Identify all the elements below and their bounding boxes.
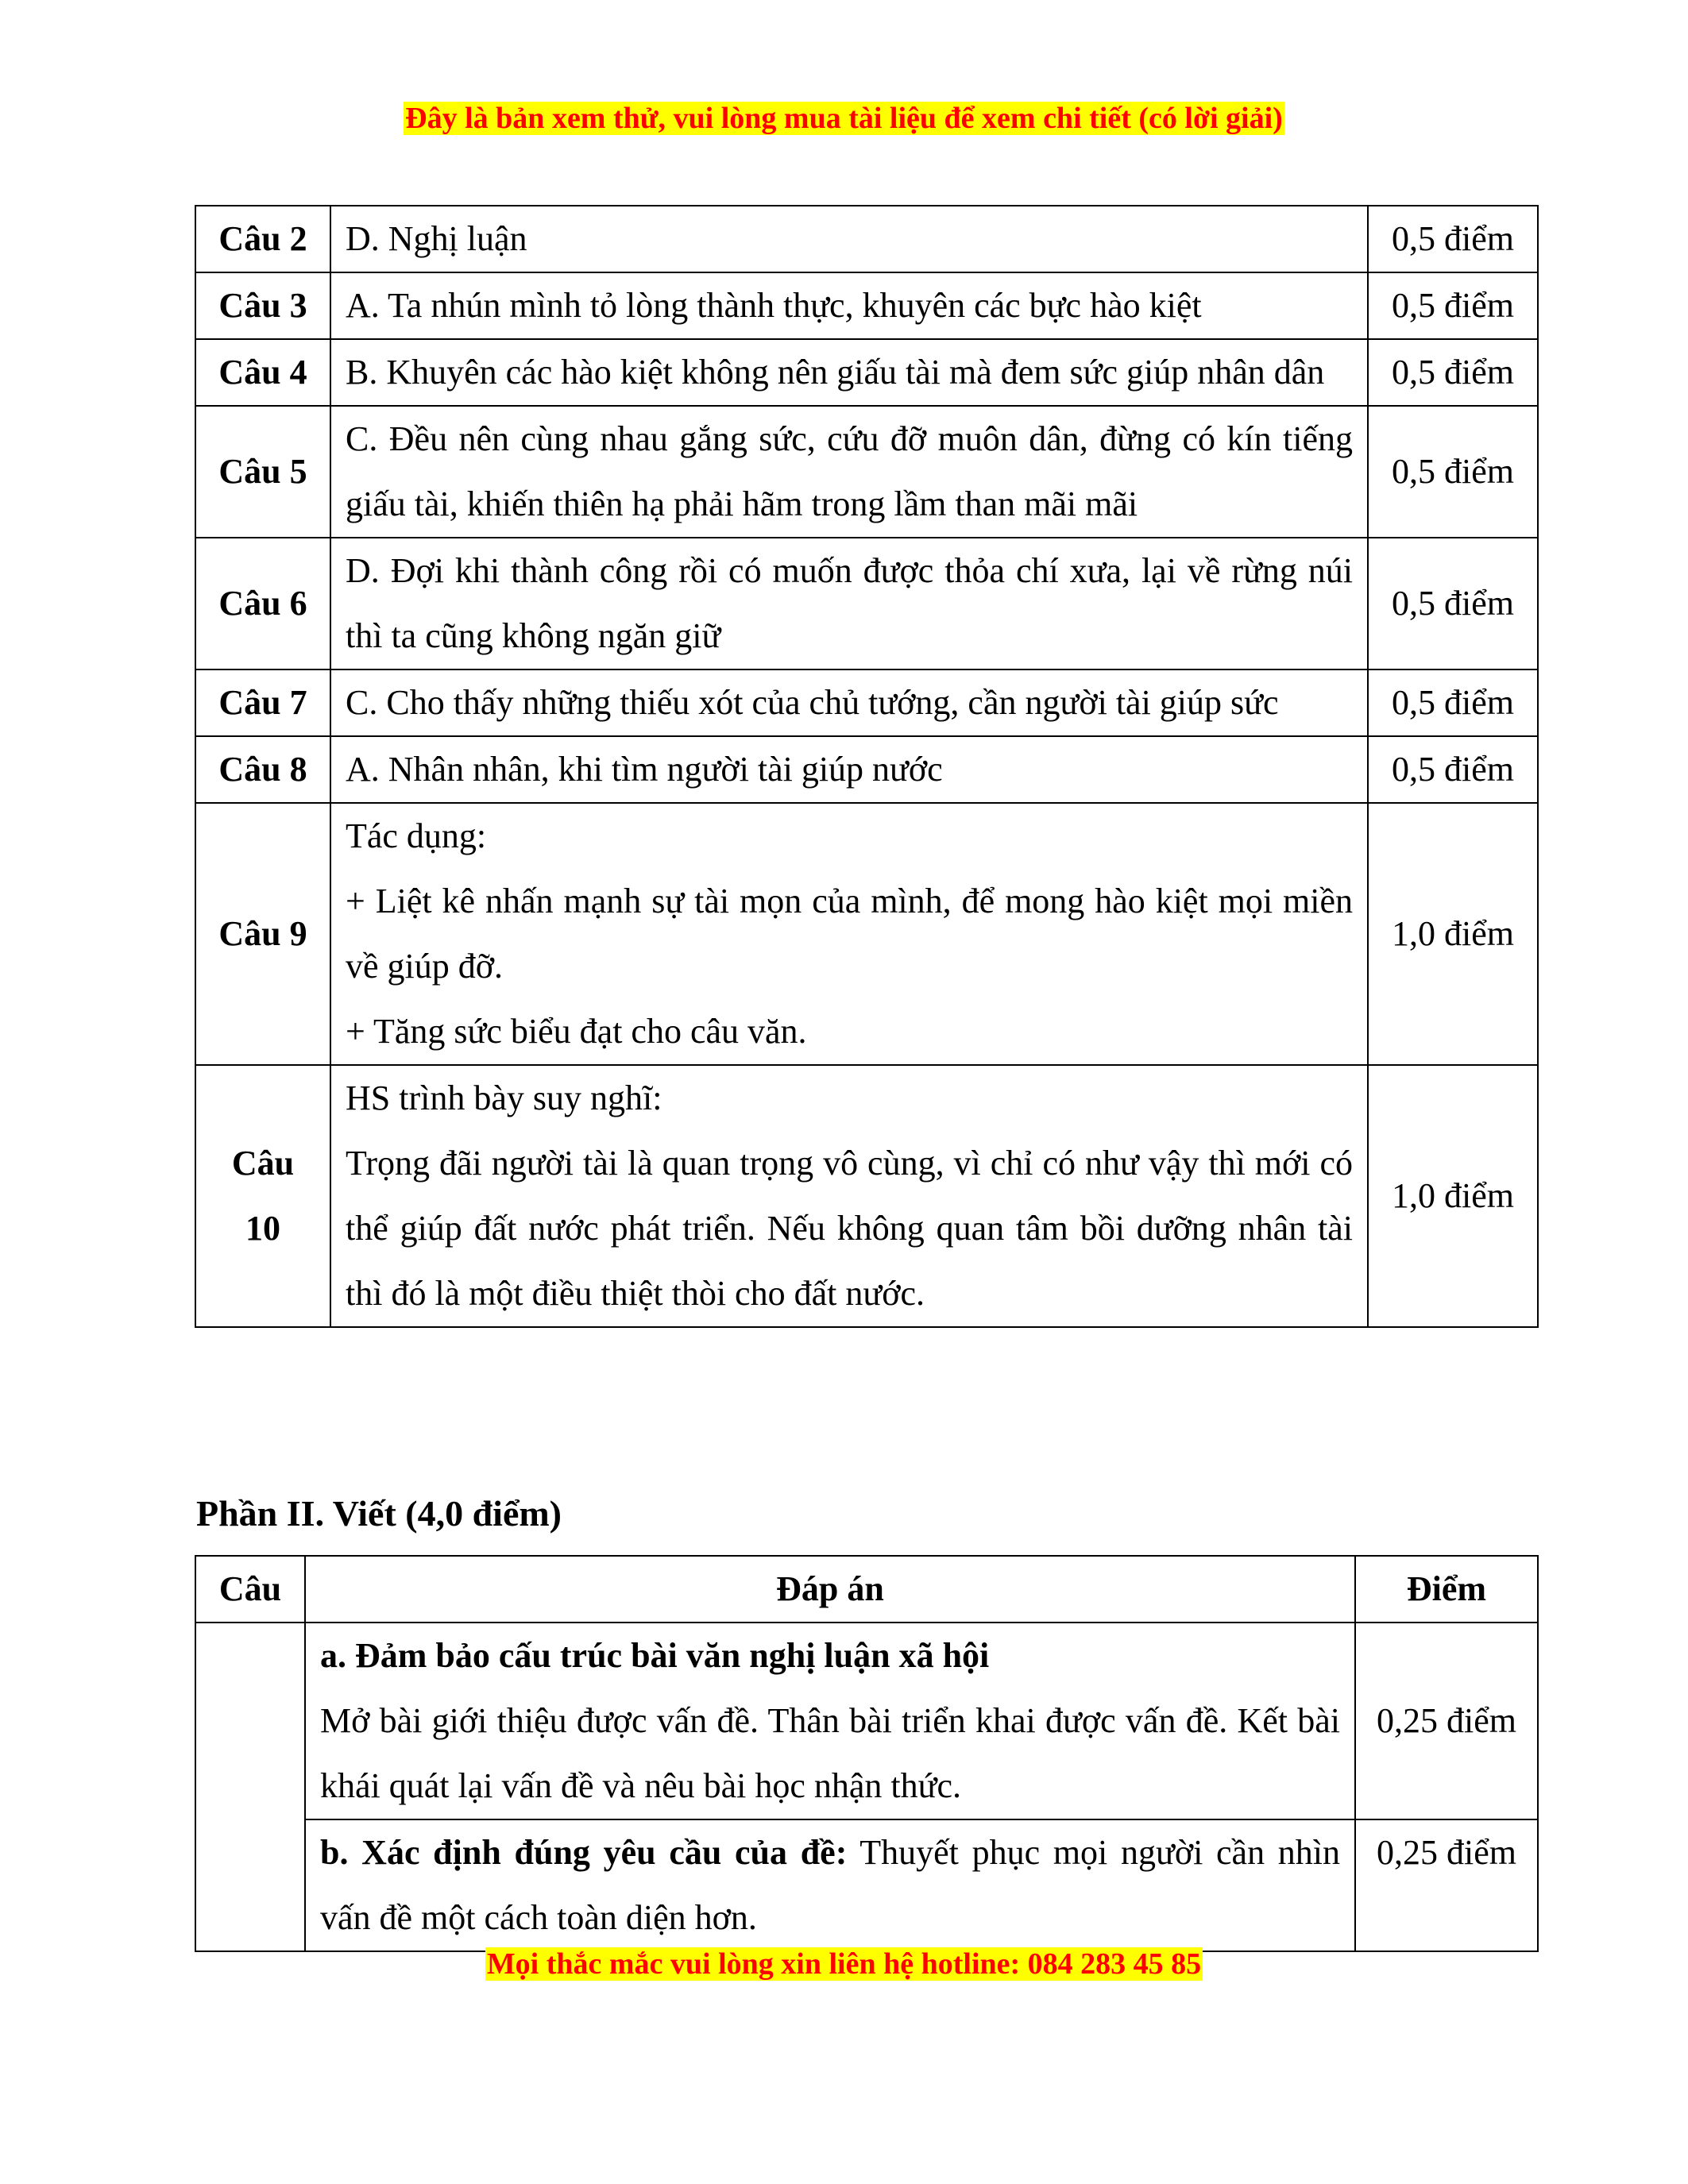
- question-cell-empty: [195, 1623, 305, 1951]
- answer-line: + Tăng sức biểu đạt cho câu văn.: [346, 1012, 807, 1051]
- points-value: 0,5 điểm: [1368, 272, 1538, 339]
- answer-text: B. Khuyên các hào kiệt không nên giấu tài mà đem sức giúp nhân dân: [330, 339, 1368, 406]
- points-value: 0,5 điểm: [1368, 736, 1538, 803]
- points-value: 0,25 điểm: [1355, 1623, 1538, 1819]
- question-label: Câu 6: [195, 538, 330, 669]
- points-value: 1,0 điểm: [1368, 1065, 1538, 1327]
- points-value: 0,25 điểm: [1355, 1819, 1538, 1951]
- preview-banner-text: Đây là bản xem thử, vui lòng mua tài liệu để xem chi tiết (có lời giải): [405, 102, 1283, 135]
- table-row: [195, 206, 1538, 272]
- question-label-line: Câu: [231, 1144, 295, 1183]
- points-value: 0,5 điểm: [1368, 538, 1538, 669]
- table-row: [195, 538, 1538, 669]
- column-header-answer: Đáp án: [305, 1556, 1355, 1623]
- hotline-text: Mọi thắc mắc vui lòng xin liên hệ hotline: 084 283 45 85: [486, 1947, 1202, 1981]
- question-label: Câu 9: [195, 803, 330, 1065]
- answer-line: HS trình bày suy nghĩ:: [346, 1078, 662, 1117]
- table-row: [195, 736, 1538, 803]
- table-row: [195, 272, 1538, 339]
- answer-line: Mở bài giới thiệu được vấn đề. Thân bài triển khai được vấn đề. Kết bài khái quát lại vấn đề và nêu bài học nhận thức.: [320, 1701, 1340, 1805]
- points-value: 0,5 điểm: [1368, 669, 1538, 736]
- answer-line: Trọng đãi người tài là quan trọng vô cùng, vì chỉ có như vậy thì mới có thể giúp đất nước phát triển. Nếu không quan tâm bồi dưỡng nhân tài thì đó là một điều thiệt thòi cho đất nước.: [346, 1144, 1353, 1313]
- answer-text: D. Nghị luận: [330, 206, 1368, 272]
- column-header-question: Câu: [195, 1556, 305, 1623]
- table-row: [195, 1819, 1538, 1951]
- table-row: [195, 669, 1538, 736]
- part1-answer-table: [195, 205, 1539, 1328]
- part2-answer-table: [195, 1555, 1539, 1952]
- table-row: [195, 1623, 1538, 1819]
- question-label: Câu 7: [195, 669, 330, 736]
- answer-text: A. Ta nhún mình tỏ lòng thành thực, khuyên các bực hào kiệt: [330, 272, 1368, 339]
- answer-text: [305, 1819, 1355, 1951]
- points-value: 1,0 điểm: [1368, 803, 1538, 1065]
- table-row: [195, 803, 1538, 1065]
- answer-line: Tác dụng:: [346, 816, 487, 855]
- answer-text: [330, 803, 1368, 1065]
- answer-heading: a. Đảm bảo cấu trúc bài văn nghị luận xã hội: [320, 1636, 990, 1675]
- table-row: [195, 1065, 1538, 1327]
- question-label: [195, 1065, 330, 1327]
- points-value: 0,5 điểm: [1368, 206, 1538, 272]
- question-label: Câu 8: [195, 736, 330, 803]
- answer-text: A. Nhân nhân, khi tìm người tài giúp nước: [330, 736, 1368, 803]
- answer-text: D. Đợi khi thành công rồi có muốn được thỏa chí xưa, lại về rừng núi thì ta cũng không ngăn giữ: [330, 538, 1368, 669]
- table-header-row: [195, 1556, 1538, 1623]
- answer-text: C. Đều nên cùng nhau gắng sức, cứu đỡ muôn dân, đừng có kín tiếng giấu tài, khiến thiên hạ phải hãm trong lầm than mãi mãi: [330, 406, 1368, 538]
- answer-line: Thuyết phục mọi người cần nhìn vấn đề một cách toàn diện hơn.: [320, 1833, 1341, 1937]
- answer-text: [305, 1623, 1355, 1819]
- question-label-line: 10: [245, 1209, 280, 1248]
- answer-heading: b. Xác định đúng yêu cầu của đề:: [320, 1833, 848, 1872]
- answer-line: + Liệt kê nhấn mạnh sự tài mọn của mình, để mong hào kiệt mọi miền về giúp đỡ.: [346, 882, 1353, 986]
- column-header-points: Điểm: [1355, 1556, 1538, 1623]
- table-row: [195, 339, 1538, 406]
- points-value: 0,5 điểm: [1368, 406, 1538, 538]
- question-label: Câu 2: [195, 206, 330, 272]
- question-label: Câu 4: [195, 339, 330, 406]
- question-label: Câu 5: [195, 406, 330, 538]
- table-row: [195, 406, 1538, 538]
- hotline-footer: [0, 1944, 1688, 1984]
- points-value: 0,5 điểm: [1368, 339, 1538, 406]
- part2-title: Phần II. Viết (4,0 điểm): [196, 1493, 562, 1534]
- answer-text: [330, 1065, 1368, 1327]
- question-label: Câu 3: [195, 272, 330, 339]
- preview-banner: [0, 98, 1688, 138]
- answer-text: C. Cho thấy những thiếu xót của chủ tướng, cần người tài giúp sức: [330, 669, 1368, 736]
